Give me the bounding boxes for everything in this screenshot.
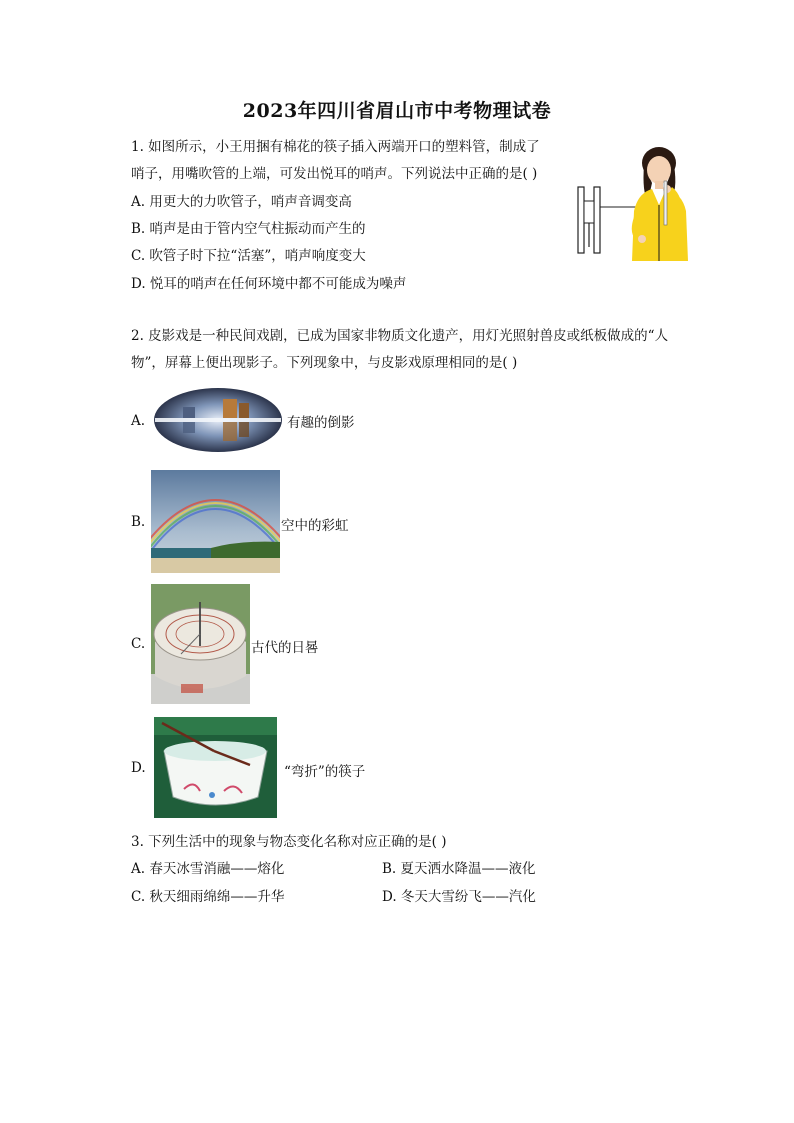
q1-whistle-illustration [572,143,694,261]
q2-stem-line1: 2. 皮影戏是一种民间戏剧，已成为国家非物质文化遗产，用灯光照射兽皮或纸板做成的“人 [131,328,669,344]
q3-option-c: C. 秋天细雨绵绵——升华 [131,889,285,905]
q2-option-d-image [154,717,277,818]
q3-stem: 3. 下列生活中的现象与物态变化名称对应正确的是( ) [131,834,447,850]
q2-option-b-text: 空中的彩虹 [281,518,349,534]
q2-option-a-text: 有趣的倒影 [287,415,355,431]
q2-option-a-image [153,387,283,453]
q3-option-b: B. 夏天洒水降温——液化 [382,861,536,877]
q2-option-d-text: “弯折”的筷子 [284,764,366,780]
q3-option-d: D. 冬天大雪纷飞——汽化 [382,889,536,905]
q3-option-a: A. 春天冰雪消融——熔化 [131,861,285,877]
q2-option-c-image [151,584,250,704]
q2-option-c-letter: C. [131,636,146,652]
q1-stem-line1: 1. 如图所示，小王用捆有棉花的筷子插入两端开口的塑料管，制成了 [131,139,540,155]
q2-option-b-letter: B. [131,514,146,530]
q2-option-a-letter: A. [131,413,146,429]
q1-option-b: B. 哨声是由于管内空气柱振动而产生的 [131,221,366,237]
q2-option-d-letter: D. [131,760,146,776]
q2-option-c-text: 古代的日晷 [251,640,319,656]
page-title: 2023年四川省眉山市中考物理试卷 [242,100,552,122]
q1-option-d: D. 悦耳的哨声在任何环境中都不可能成为噪声 [131,276,407,292]
q2-stem-line2: 物”，屏幕上便出现影子。下列现象中，与皮影戏原理相同的是( ) [131,355,518,371]
q1-option-c: C. 吹管子时下拉“活塞”，哨声响度变大 [131,248,366,264]
q1-option-a: A. 用更大的力吹管子，哨声音调变高 [131,194,352,210]
q2-option-b-image [151,470,280,573]
q1-stem-line2: 哨子，用嘴吹管的上端，可发出悦耳的哨声。下列说法中正确的是( ) [131,166,538,182]
